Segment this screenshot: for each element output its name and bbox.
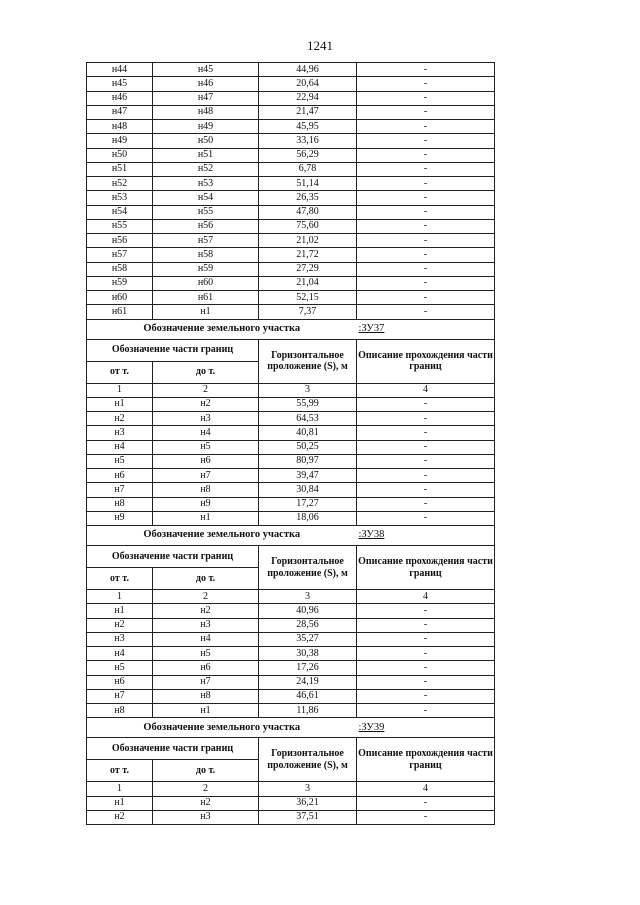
horizontal-distance-cell: 36,21 [259,796,357,810]
horizontal-distance-cell: 28,56 [259,618,357,632]
description-cell: - [357,426,495,440]
to-point-cell: н2 [153,397,259,411]
description-cell: - [357,483,495,497]
from-point-cell: н7 [87,483,153,497]
column-number: 4 [357,782,495,796]
description-cell: - [357,647,495,661]
horizontal-distance-cell: 7,37 [259,305,357,319]
horizontal-distance-cell: 52,15 [259,291,357,305]
parcel-header-row [87,526,495,546]
description-cell: - [357,796,495,810]
column-header-row [87,738,495,760]
horizontal-distance-cell: 21,02 [259,234,357,248]
column-number-row [87,782,495,796]
description-cell: - [357,704,495,718]
description-cell: - [357,511,495,525]
description-cell: - [357,77,495,91]
description-cell: - [357,497,495,511]
table-row [87,105,495,119]
table-row [87,91,495,105]
from-point-cell: н6 [87,675,153,689]
parcel-code: :ЗУ38 [357,526,495,546]
from-point-header: от т. [87,361,153,383]
from-point-cell: н47 [87,105,153,119]
from-point-cell: н8 [87,704,153,718]
column-number: 2 [153,782,259,796]
horizontal-distance-cell: 22,94 [259,91,357,105]
description-cell: - [357,440,495,454]
description-cell: - [357,262,495,276]
to-point-cell: н4 [153,632,259,646]
horizontal-distance-cell: 30,38 [259,647,357,661]
table-row [87,276,495,290]
table-row [87,412,495,426]
from-point-cell: н8 [87,497,153,511]
horizontal-distance-cell: 21,47 [259,105,357,119]
table-row [87,675,495,689]
from-point-cell: н56 [87,234,153,248]
table-row [87,234,495,248]
to-point-cell: н5 [153,440,259,454]
horizontal-distance-cell: 17,27 [259,497,357,511]
horizontal-distance-header: Горизонтальное проложение (S), м [259,546,357,590]
from-point-cell: н1 [87,397,153,411]
description-cell: - [357,63,495,77]
parcel-label: Обозначение земельного участка [87,718,357,738]
to-point-cell: н59 [153,262,259,276]
table-row [87,177,495,191]
description-cell: - [357,105,495,119]
from-point-cell: н2 [87,810,153,824]
from-point-cell: н2 [87,618,153,632]
table-row [87,796,495,810]
to-point-cell: н6 [153,661,259,675]
from-point-cell: н1 [87,796,153,810]
from-point-cell: н58 [87,262,153,276]
description-cell: - [357,120,495,134]
description-cell: - [357,248,495,262]
from-point-cell: н5 [87,454,153,468]
table-row [87,483,495,497]
description-cell: - [357,810,495,824]
parcel-header-row [87,718,495,738]
to-point-cell: н7 [153,469,259,483]
to-point-cell: н50 [153,134,259,148]
column-number: 1 [87,383,153,397]
to-point-cell: н1 [153,704,259,718]
horizontal-distance-cell: 30,84 [259,483,357,497]
table-row [87,305,495,319]
parcel-code: :ЗУ37 [357,319,495,339]
horizontal-distance-cell: 26,35 [259,191,357,205]
from-point-cell: н59 [87,276,153,290]
description-cell: - [357,276,495,290]
table-row [87,205,495,219]
description-cell: - [357,675,495,689]
to-point-cell: н46 [153,77,259,91]
description-cell: - [357,689,495,703]
to-point-cell: н3 [153,618,259,632]
from-point-cell: н46 [87,91,153,105]
to-point-cell: н1 [153,511,259,525]
from-point-cell: н61 [87,305,153,319]
table-row [87,426,495,440]
table-row [87,148,495,162]
description-cell: - [357,219,495,233]
to-point-cell: н6 [153,454,259,468]
parcel-header-row [87,319,495,339]
to-point-cell: н3 [153,412,259,426]
to-point-cell: н53 [153,177,259,191]
from-point-cell: н48 [87,120,153,134]
from-point-cell: н3 [87,632,153,646]
horizontal-distance-cell: 46,61 [259,689,357,703]
part-label: Обозначение части границ [87,738,259,760]
page-number: 1241 [307,38,333,53]
description-cell: - [357,397,495,411]
from-point-cell: н3 [87,426,153,440]
table-row [87,219,495,233]
description-cell: - [357,469,495,483]
table-row [87,397,495,411]
horizontal-distance-cell: 56,29 [259,148,357,162]
to-point-cell: н47 [153,91,259,105]
table-row [87,511,495,525]
table-row [87,618,495,632]
horizontal-distance-cell: 39,47 [259,469,357,483]
column-number-row [87,383,495,397]
from-point-cell: н60 [87,291,153,305]
column-number: 3 [259,590,357,604]
from-point-cell: н4 [87,440,153,454]
horizontal-distance-cell: 21,04 [259,276,357,290]
parcel-label: Обозначение земельного участка [87,526,357,546]
to-point-cell: н2 [153,796,259,810]
horizontal-distance-cell: 45,95 [259,120,357,134]
table-row [87,647,495,661]
table-row [87,262,495,276]
description-cell: - [357,148,495,162]
to-point-cell: н48 [153,105,259,119]
to-point-cell: н8 [153,483,259,497]
to-point-cell: н1 [153,305,259,319]
description-cell: - [357,454,495,468]
table-row [87,689,495,703]
description-cell: - [357,305,495,319]
column-number: 2 [153,590,259,604]
horizontal-distance-cell: 64,53 [259,412,357,426]
horizontal-distance-cell: 27,29 [259,262,357,276]
from-point-cell: н5 [87,661,153,675]
column-header-row [87,546,495,568]
horizontal-distance-cell: 35,27 [259,632,357,646]
description-header: Описание прохождения части границ [357,339,495,383]
horizontal-distance-cell: 37,51 [259,810,357,824]
table-row [87,440,495,454]
horizontal-distance-header: Горизонтальное проложение (S), м [259,738,357,782]
horizontal-distance-cell: 55,99 [259,397,357,411]
column-header-row [87,339,495,361]
from-point-cell: н45 [87,77,153,91]
to-point-cell: н2 [153,604,259,618]
boundary-table [86,62,495,825]
parcel-code: :ЗУ39 [357,718,495,738]
from-point-cell: н54 [87,205,153,219]
to-point-cell: н56 [153,219,259,233]
table-row [87,191,495,205]
to-point-cell: н45 [153,63,259,77]
from-point-header: от т. [87,760,153,782]
horizontal-distance-cell: 80,97 [259,454,357,468]
table-row [87,454,495,468]
column-number: 1 [87,782,153,796]
table-row [87,704,495,718]
to-point-cell: н51 [153,148,259,162]
description-cell: - [357,177,495,191]
table-row [87,810,495,824]
horizontal-distance-header: Горизонтальное проложение (S), м [259,339,357,383]
column-number: 4 [357,590,495,604]
to-point-cell: н58 [153,248,259,262]
from-point-cell: н44 [87,63,153,77]
column-number: 3 [259,782,357,796]
horizontal-distance-cell: 40,81 [259,426,357,440]
table-row [87,63,495,77]
horizontal-distance-cell: 6,78 [259,162,357,176]
description-cell: - [357,661,495,675]
description-cell: - [357,134,495,148]
description-header: Описание прохождения части границ [357,738,495,782]
to-point-cell: н55 [153,205,259,219]
description-cell: - [357,291,495,305]
to-point-cell: н7 [153,675,259,689]
to-point-cell: н4 [153,426,259,440]
to-point-header: до т. [153,361,259,383]
description-cell: - [357,191,495,205]
horizontal-distance-cell: 24,19 [259,675,357,689]
to-point-cell: н60 [153,276,259,290]
table-row [87,661,495,675]
description-cell: - [357,162,495,176]
to-point-cell: н52 [153,162,259,176]
from-point-cell: н57 [87,248,153,262]
from-point-cell: н53 [87,191,153,205]
to-point-cell: н3 [153,810,259,824]
to-point-cell: н49 [153,120,259,134]
table-row [87,134,495,148]
to-point-header: до т. [153,760,259,782]
description-cell: - [357,632,495,646]
table-row [87,248,495,262]
horizontal-distance-cell: 33,16 [259,134,357,148]
from-point-cell: н1 [87,604,153,618]
table-row [87,77,495,91]
table-row [87,162,495,176]
to-point-cell: н5 [153,647,259,661]
from-point-cell: н51 [87,162,153,176]
horizontal-distance-cell: 21,72 [259,248,357,262]
to-point-cell: н9 [153,497,259,511]
from-point-cell: н7 [87,689,153,703]
horizontal-distance-cell: 20,64 [259,77,357,91]
horizontal-distance-cell: 40,96 [259,604,357,618]
column-number: 3 [259,383,357,397]
table-row [87,604,495,618]
horizontal-distance-cell: 47,80 [259,205,357,219]
from-point-cell: н6 [87,469,153,483]
description-cell: - [357,234,495,248]
column-number: 2 [153,383,259,397]
part-label: Обозначение части границ [87,339,259,361]
horizontal-distance-cell: 44,96 [259,63,357,77]
from-point-cell: н55 [87,219,153,233]
table-row [87,497,495,511]
from-point-cell: н49 [87,134,153,148]
from-point-cell: н4 [87,647,153,661]
column-number-row [87,590,495,604]
description-cell: - [357,91,495,105]
description-header: Описание прохождения части границ [357,546,495,590]
table-row [87,291,495,305]
horizontal-distance-cell: 50,25 [259,440,357,454]
horizontal-distance-cell: 18,06 [259,511,357,525]
column-number: 1 [87,590,153,604]
table-row [87,120,495,134]
from-point-cell: н2 [87,412,153,426]
horizontal-distance-cell: 51,14 [259,177,357,191]
description-cell: - [357,205,495,219]
description-cell: - [357,618,495,632]
to-point-cell: н8 [153,689,259,703]
description-cell: - [357,604,495,618]
parcel-label: Обозначение земельного участка [87,319,357,339]
part-label: Обозначение части границ [87,546,259,568]
table-row [87,632,495,646]
horizontal-distance-cell: 17,26 [259,661,357,675]
to-point-cell: н57 [153,234,259,248]
from-point-cell: н52 [87,177,153,191]
from-point-cell: н50 [87,148,153,162]
from-point-cell: н9 [87,511,153,525]
to-point-header: до т. [153,568,259,590]
horizontal-distance-cell: 75,60 [259,219,357,233]
table-row [87,469,495,483]
horizontal-distance-cell: 11,86 [259,704,357,718]
description-cell: - [357,412,495,426]
to-point-cell: н61 [153,291,259,305]
column-number: 4 [357,383,495,397]
to-point-cell: н54 [153,191,259,205]
from-point-header: от т. [87,568,153,590]
